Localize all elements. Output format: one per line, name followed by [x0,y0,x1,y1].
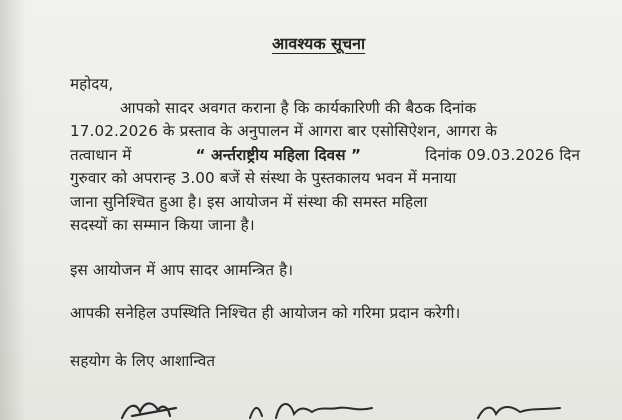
para1-line6: सदस्यों का सम्मान किया जाना है। [70,216,255,234]
signature-1 [122,403,176,418]
event-name: “ अर्न्तराष्ट्रीय महिला दिवस ” [195,146,362,164]
signature-3 [478,407,560,418]
para1-line3-start: तत्वाधान में [70,146,132,164]
para1-line3 [70,145,580,165]
para1-line1: आपको सादर अवगत कराना है कि कार्यकारिणी की बैठक दिनांक [120,99,477,117]
salutation: महोदय, [70,75,114,93]
page-shadow [0,0,26,420]
para1-line4: गुरुवार को अपरान्ह 3.00 बजें से संस्था के पुस्तकालय भवन में मनाया [70,169,457,187]
para1-line5: जाना सुनिश्चित हुआ है। इस आयोजन में संस्था की समस्त महिला [70,193,428,211]
invitation-text: इस आयोजन में आप सादर आमन्त्रित है। [70,261,294,279]
closing-text: सहयोग के लिए आशान्वित [70,352,216,370]
event-date: दिनांक 09.03.2026 दिन [425,146,580,164]
para1-line2: 17.02.2026 के प्रस्ताव के अनुपालन में आगरा बार एसोसिऐशन, आगरा के [70,122,498,140]
presence-text: आपकी सनेहिल उपस्थिति निश्चित ही आयोजन को गरिमा प्रदान करेगी। [70,304,461,322]
handwritten-signatures [0,396,622,420]
notice-title: आवश्यक सूचना [272,34,366,53]
signature-2 [250,404,372,418]
